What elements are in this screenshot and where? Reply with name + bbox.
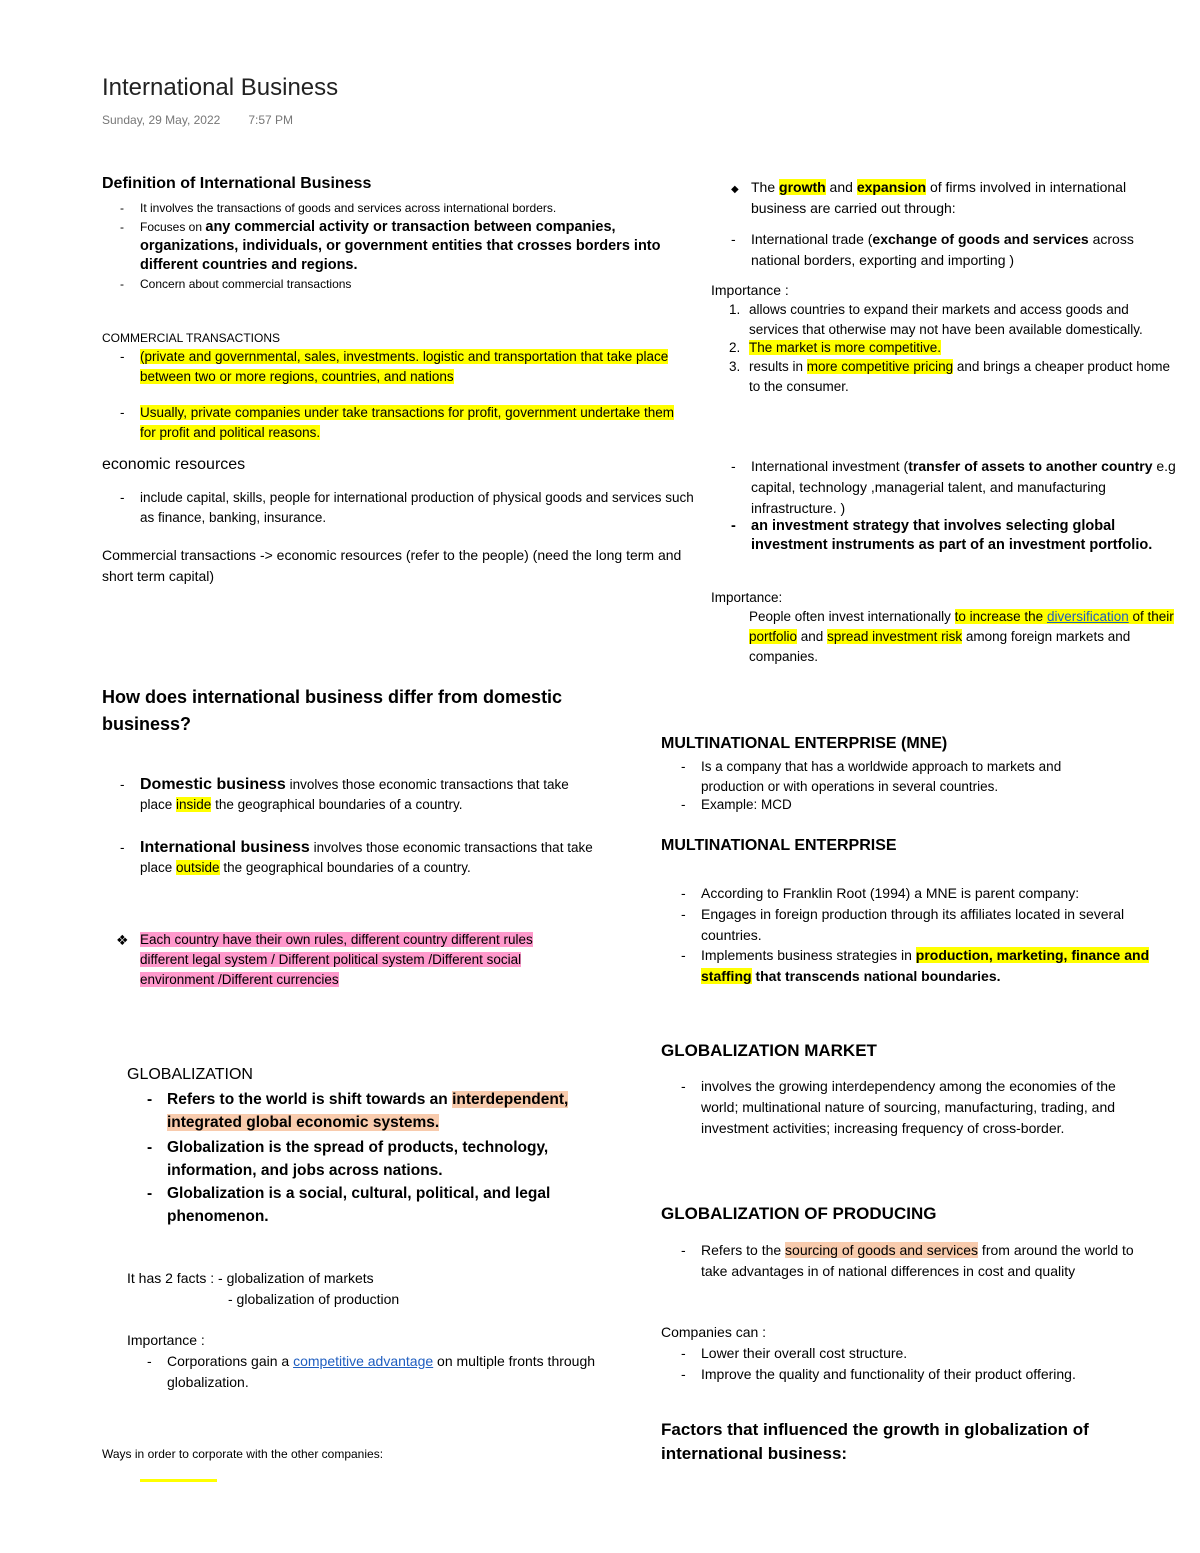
- trade-item: - International trade (exchange of goods and services across national borders, exporting and importing ): [731, 231, 1134, 268]
- mne2-highlight: production, marketing, finance and staffing: [701, 947, 1150, 984]
- commercial-text-1: (private and governmental, sales, investments. logistic and transportation that take place between two or more regions, countries, and nations: [140, 349, 669, 384]
- importance-item-3: [729, 357, 1179, 397]
- gp-highlight: sourcing of goods and services: [785, 1242, 979, 1258]
- mne-heading: MULTINATIONAL ENTERPRISE (MNE): [661, 735, 948, 752]
- growth-pre: The: [751, 179, 780, 195]
- list-number: 3.: [729, 359, 741, 374]
- mne2-text-2: Engages in foreign production through its affiliates located in several countries.: [701, 906, 1125, 943]
- globalization-item-3: - Globalization is a social, cultural, political, and legal phenomenon.: [147, 1182, 617, 1228]
- definition-heading: Definition of International Business: [102, 175, 372, 192]
- economic-item-text: include capital, skills, people for international production of physical goods and services such as finance, banking, insurance.: [140, 490, 694, 525]
- globalization-market-heading: GLOBALIZATION MARKET: [661, 1041, 877, 1060]
- corporations-pre: Corporations gain a: [167, 1353, 294, 1369]
- list-item: - Concern about commercial transactions: [120, 275, 700, 294]
- domestic-bold: Domestic business: [140, 776, 286, 793]
- growth-mid: and: [825, 179, 857, 195]
- list-number: 1.: [729, 302, 741, 317]
- trade-bold: exchange of goods and services: [872, 231, 1089, 247]
- people-highlight-3: spread investment risk: [827, 629, 963, 644]
- importance-item-2: [729, 338, 1179, 358]
- importance-text-3-post: and brings a cheaper product home to the consumer.: [749, 359, 1170, 394]
- globalization-producing-heading: GLOBALIZATION OF PRODUCING: [661, 1204, 937, 1223]
- importance-text-2: The market is more competitive.: [749, 340, 942, 355]
- corporations-item: - Corporations gain a competitive advantage on multiple fronts through globalization.: [147, 1353, 596, 1390]
- trade-pre: International trade (: [751, 231, 873, 247]
- globalization-text-1: Refers to the world is shift towards an: [167, 1091, 453, 1108]
- companies-item-2: - Improve the quality and functionality of their product offering.: [681, 1364, 1161, 1385]
- mne2-item-3: - Implements business strategies in production, marketing, finance and staffing that transcends national boundaries.: [681, 947, 1150, 984]
- investment-strategy-text: an investment strategy that involves selecting global investment instruments as part of an investment portfolio: [751, 518, 1149, 553]
- commercial-text-2: Usually, private companies under take transactions for profit, government undertake them for profit and political reasons.: [140, 405, 675, 440]
- companies-label: Companies can :: [661, 1324, 767, 1340]
- importance-item-1: [729, 300, 1179, 340]
- bullet-icon: ◆: [731, 184, 739, 195]
- people-highlight-2: of their portfolio: [749, 609, 1174, 644]
- focuses-prefix: Focuses on: [140, 220, 206, 234]
- international-post: the geographical boundaries of a country.: [219, 860, 471, 875]
- importance-text-1: allows countries to expand their markets and access goods and services that otherwise may not have been available domestically.: [749, 302, 1143, 337]
- growth-item: [731, 177, 1181, 219]
- globalization-text-2: Globalization is the spread of products, technology, information, and jobs across nations.: [167, 1139, 549, 1179]
- growth-post: of firms involved in international business are carried out through:: [751, 179, 1127, 216]
- focuses-bold: any commercial activity or transaction between companies, organizations, individuals, or government entities that crosses borders into different countries and regions: [140, 219, 661, 273]
- mne2-text-3-post: that transcends national boundaries.: [751, 968, 1001, 984]
- commercial-item-2: - Usually, private companies under take transactions for profit, government undertake them for profit and political reasons.: [120, 405, 675, 440]
- list-number: 2.: [729, 340, 741, 355]
- companies-text-1: Lower their overall cost structure.: [701, 1345, 908, 1361]
- companies-text-2: Improve the quality and functionality of their product offering.: [701, 1366, 1076, 1382]
- international-pre: involves those economic transactions that take place: [140, 840, 593, 875]
- competitive-advantage-link[interactable]: competitive advantage: [293, 1353, 434, 1369]
- investment-strategy-item: - an investment strategy that involves selecting global investment instruments as part of an investment portfolio.: [731, 518, 1153, 553]
- domestic-highlight: inside: [176, 797, 212, 812]
- list-item: - Focuses on any commercial activity or transaction between companies, organizations, individuals, or government entities that crosses borders into different countries and regions.: [120, 218, 700, 275]
- mne-text-1: Is a company that has a worldwide approach to markets and production or with operations in several countries.: [701, 759, 1062, 794]
- ways-label: Ways in order to corporate with the other companies:: [102, 1447, 384, 1461]
- trade-post: across national borders, exporting and importing ): [751, 231, 1134, 268]
- focuses-period: .: [353, 257, 358, 273]
- diversification-link[interactable]: diversification: [1046, 609, 1129, 624]
- economic-note: Commercial transactions -> economic resources (refer to the people) (need the long term and short term capital): [102, 547, 682, 584]
- economic-item: - include capital, skills, people for international production of physical goods and services such as finance, banking, insurance.: [120, 488, 700, 528]
- commercial-item-1: - (private and governmental, sales, investments. logistic and transportation that take place between two or more regions, countries, and nations: [120, 349, 669, 384]
- page-date: Sunday, 29 May, 2022: [102, 113, 221, 127]
- gp-post: from around the world to take advantages in of national differences in cost and quality: [701, 1242, 1134, 1279]
- people-invest-text: [749, 607, 1189, 667]
- international-bold: International business: [140, 839, 310, 856]
- gp-pre: Refers to the: [701, 1242, 786, 1258]
- domestic-item: - Domestic business involves those economic transactions that take place inside the geographical boundaries of a country.: [120, 776, 569, 812]
- mne-text-2: Example: MCD: [701, 797, 792, 812]
- page-title: International Business: [102, 74, 339, 101]
- importance-highlight: more competitive pricing: [806, 359, 954, 374]
- globalization-text-3: Globalization is a social, cultural, political, and legal phenomenon.: [167, 1185, 551, 1225]
- left-importance-label: Importance :: [127, 1332, 205, 1348]
- page-time: 7:57 PM: [248, 113, 294, 127]
- international-item: - International business involves those economic transactions that take place outside the geographical boundaries of a country.: [120, 839, 593, 875]
- mne2-text-3-pre: Implements business strategies in: [701, 947, 916, 963]
- people-mid: and: [797, 629, 828, 644]
- people-pre: People often invest internationally: [749, 609, 955, 624]
- investment-post: e.g capital, technology ,managerial talent, and manufacturing infrastructure. ): [751, 458, 1176, 516]
- people-highlight-1: to increase the: [954, 609, 1047, 624]
- globalization-item-1: - Refers to the world is shift towards an interdependent, integrated global economic systems.: [147, 1091, 569, 1131]
- list-item-text: [120, 218, 700, 275]
- highlight-mark: [140, 1479, 217, 1482]
- list-item-text: It involves the transactions of goods and services across international borders.: [140, 201, 557, 215]
- domestic-pre: involves those economic transactions that take place: [140, 777, 569, 812]
- mne2-heading: MULTINATIONAL ENTERPRISE: [661, 837, 897, 854]
- commercial-heading: COMMERCIAL TRANSACTIONS: [102, 331, 281, 345]
- international-highlight: outside: [176, 860, 220, 875]
- globalization-producing-item: - Refers to the sourcing of goods and services from around the world to take advantages in of national differences in cost and quality: [681, 1242, 1134, 1279]
- importance-text-3-pre: results in: [749, 359, 807, 374]
- globalization-market-item: - involves the growing interdependency among the economies of the world; multinational nature of sourcing, manufacturing, trading, and investment activities; increasing frequency of cross-border.: [681, 1076, 1151, 1139]
- right-importance-label: Importance :: [711, 282, 789, 298]
- list-item: - It involves the transactions of goods and services across international borders.: [120, 199, 700, 218]
- companies-item-1: - Lower their overall cost structure.: [681, 1343, 1161, 1364]
- facts-line-2: - globalization of production: [228, 1291, 400, 1307]
- list-item-text: Concern about commercial transactions: [140, 277, 352, 291]
- rules-note: [116, 930, 576, 990]
- globalization-market-text: involves the growing interdependency among the economies of the world; multinational nature of sourcing, manufacturing, trading, and investment activities; increasing frequency of cross-border.: [701, 1078, 1116, 1136]
- diamond-bullet-icon: ❖: [116, 932, 129, 948]
- mne2-item-2: - Engages in foreign production through its affiliates located in several countries.: [681, 904, 1181, 946]
- globalization-item-2: - Globalization is the spread of products, technology, information, and jobs across nations.: [147, 1136, 617, 1182]
- domestic-post: the geographical boundaries of a country.: [211, 797, 463, 812]
- people-post: among foreign markets and companies.: [749, 629, 1131, 664]
- page-timestamp: [102, 113, 293, 127]
- globalization-heading: GLOBALIZATION: [127, 1066, 253, 1083]
- investment-bold: transfer of assets to another country: [908, 458, 1153, 474]
- differ-heading: How does international business differ from domestic business?: [102, 687, 563, 734]
- globalization-highlight: interdependent, integrated global economic systems.: [167, 1091, 569, 1131]
- corporations-post: on multiple fronts through globalization.: [167, 1353, 596, 1390]
- mne2-item-1: - According to Franklin Root (1994) a MNE is parent company:: [681, 883, 1181, 904]
- investment-item: - International investment (transfer of assets to another country e.g capital, technology ,managerial talent, and manufacturing infrastructure. ): [731, 458, 1176, 516]
- economic-resources-heading: economic resources: [102, 456, 246, 473]
- definition-list: [120, 199, 700, 294]
- right-importance2-label: Importance:: [711, 590, 783, 605]
- mne-item-2: - Example: MCD: [681, 795, 1101, 815]
- expansion-highlight: expansion: [856, 179, 927, 195]
- facts-line-1: It has 2 facts : - globalization of markets: [127, 1270, 374, 1286]
- mne-item-1: - Is a company that has a worldwide approach to markets and production or with operations in several countries.: [681, 757, 1101, 797]
- factors-heading: Factors that influenced the growth in globalization of international business:: [661, 1420, 1089, 1463]
- rules-note-text: Each country have their own rules, different country different rules different legal system / Different political system /Different social environment /Different currencies: [140, 932, 533, 987]
- growth-highlight: growth: [779, 179, 826, 195]
- mne2-text-1: According to Franklin Root (1994) a MNE is parent company:: [701, 885, 1080, 901]
- investment-pre: International investment (: [751, 458, 909, 474]
